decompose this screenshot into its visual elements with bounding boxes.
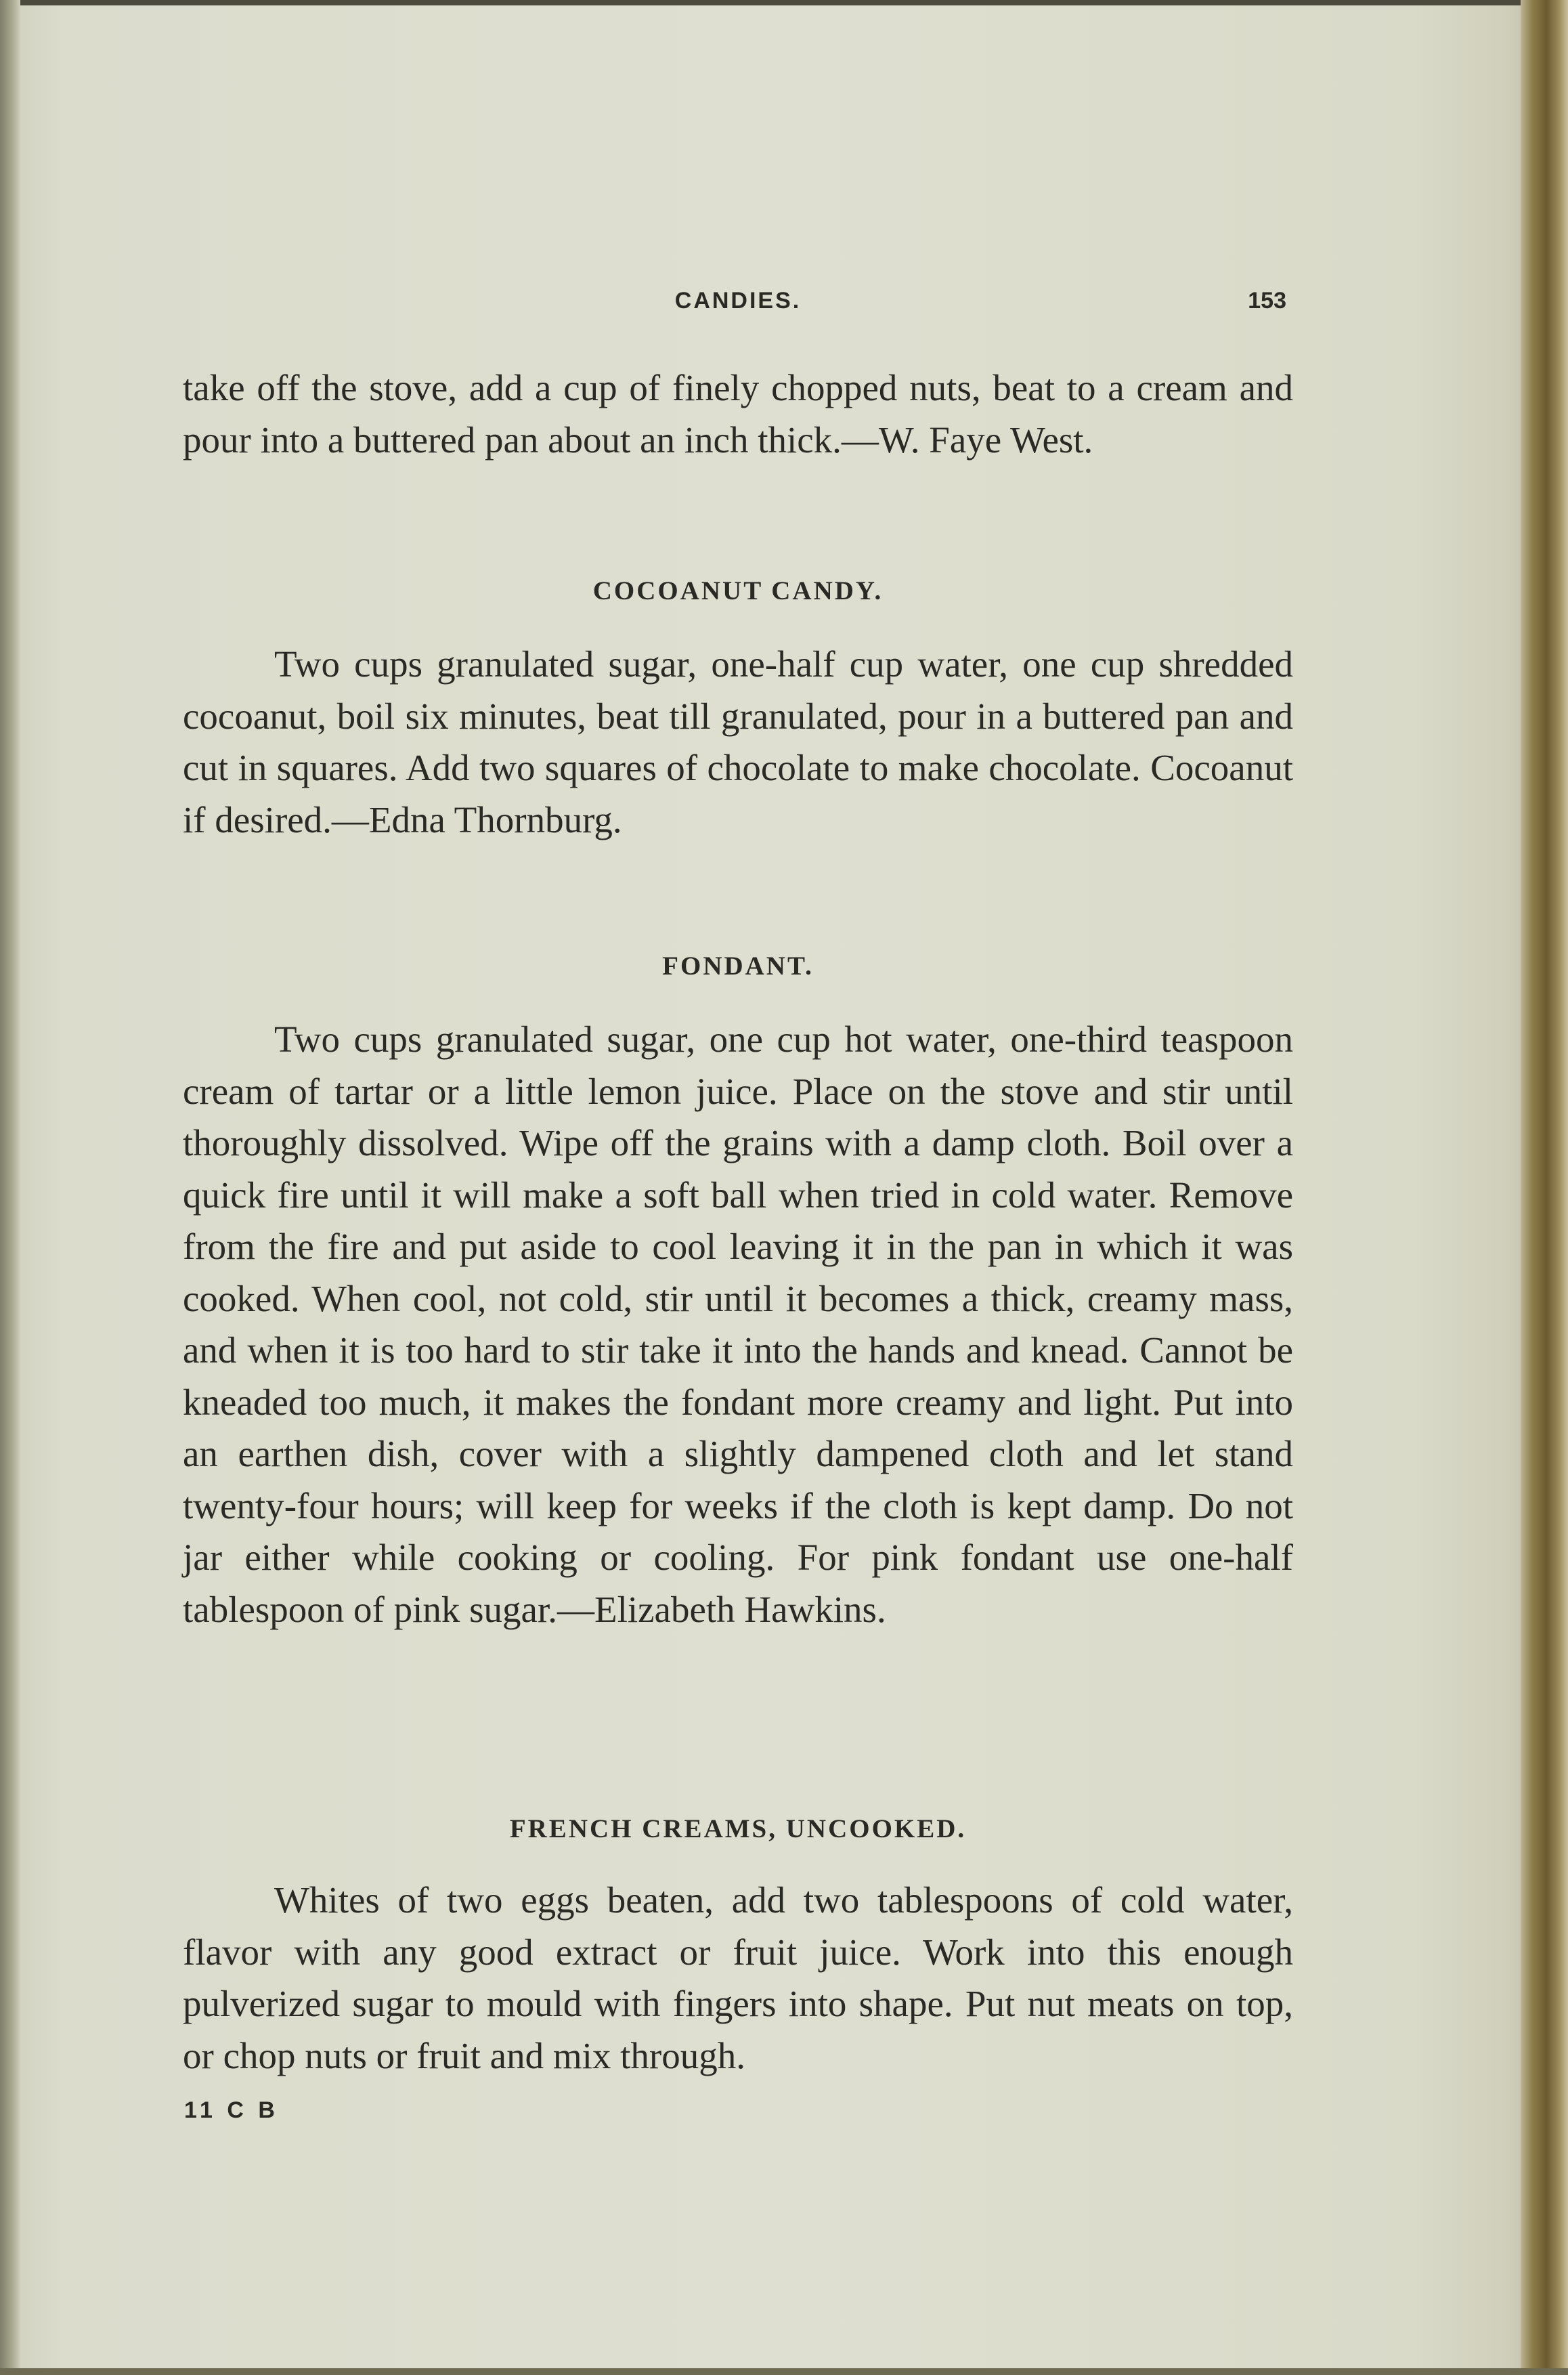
page-top-edge (0, 0, 1568, 5)
recipe-title-cocoanut-candy: COCOANUT CANDY. (592, 576, 884, 605)
recipe-title-fondant: FONDANT. (662, 951, 814, 981)
page-gutter-edge (0, 0, 20, 2375)
page-bottom-edge (0, 2368, 1568, 2375)
running-head (183, 288, 1293, 322)
page-number: 153 (1248, 288, 1286, 314)
continued-paragraph: take off the stove, add a cup of finely chopped nuts, beat to a cream and pour into a buttered pan about an inch thick.—W. Faye West. (183, 367, 1293, 461)
page-fore-edge (1521, 0, 1568, 2375)
recipe-title-french-creams: FRENCH CREAMS, UNCOOKED. (509, 1814, 967, 1843)
signature-mark: 11 C B (184, 2097, 279, 2123)
recipe-text-french-creams: Whites of two eggs beaten, add two tablespoons of cold water, flavor with any good extract or fruit juice. Work into this enough pulverized sugar to mould with fingers into shape. Put nut meats on top, or chop nuts or fruit and mix through. (183, 1879, 1293, 2076)
running-head-title: CANDIES. (674, 288, 802, 314)
recipe-text-fondant: Two cups granulated sugar, one cup hot water, one-third teaspoon cream of tartar or a little lemon juice. Place on the stove and stir until thoroughly dissolved. Wipe off the grains with a damp cloth. Boil over a quick fire until it will make a soft ball when tried in cold water. Remove from the fire and put aside to cool leaving it in the pan in which it was cooked. When cool, not cold, stir until it becomes a thick, creamy mass, and when it is too hard to stir take it into the hands and knead. Cannot be kneaded too much, it makes the fondant more creamy and light. Put into an earthen dish, cover with a slightly dampened cloth and let stand twenty-four hours; will keep for weeks if the cloth is kept damp. Do not jar either while cooking or cooling. For pink fondant use one-half tablespoon of pink sugar.—Elizabeth Hawkins. (183, 1019, 1293, 1630)
recipe-text-cocoanut-candy: Two cups granulated sugar, one-half cup water, one cup shredded cocoanut, boil six minutes, beat till granulated, pour in a buttered pan and cut in squares. Add two squares of chocolate to make chocolate. Cocoanut if desired.—Edna Thornburg. (183, 643, 1293, 840)
